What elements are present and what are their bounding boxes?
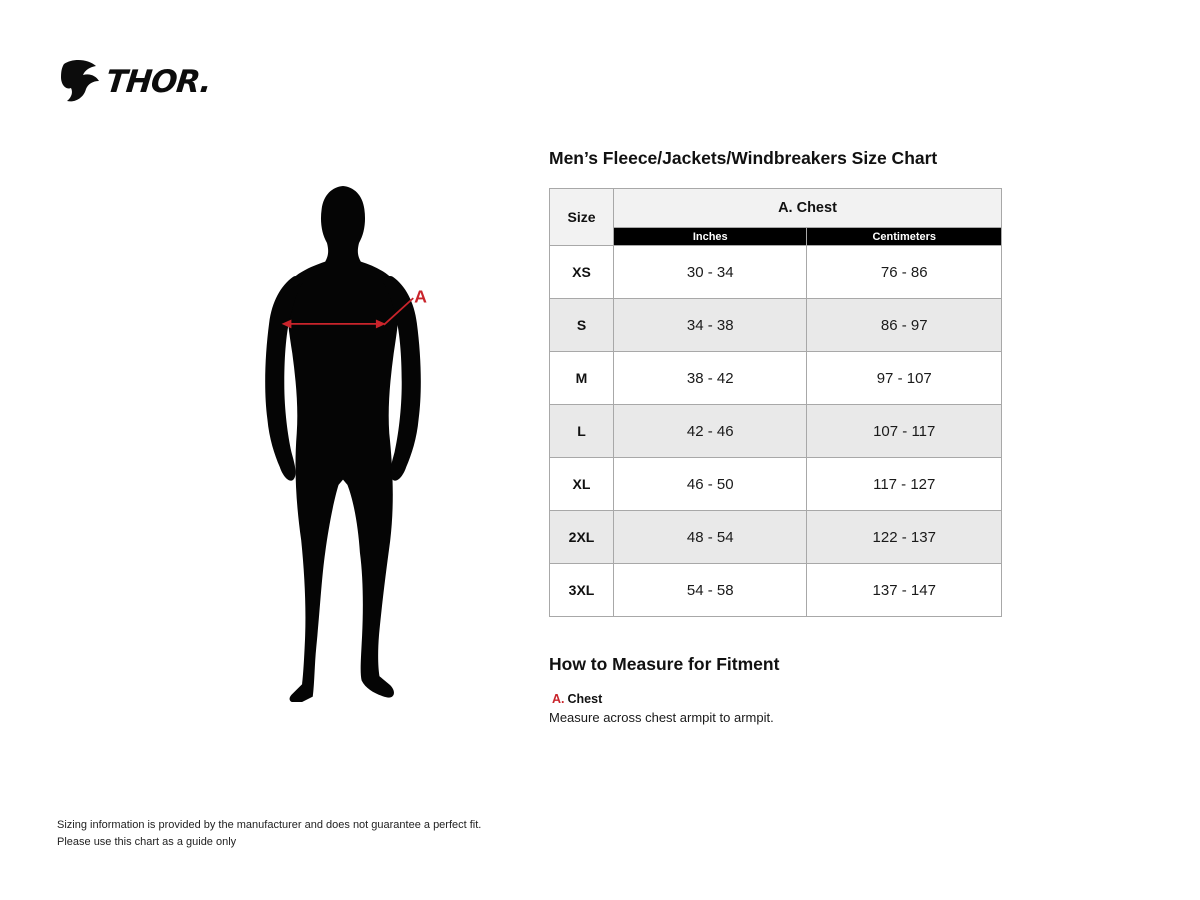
- size-cell: S: [550, 299, 614, 352]
- centimeters-cell: 137 - 147: [807, 564, 1002, 617]
- size-table-subheader-row: [550, 228, 1002, 246]
- table-row: [550, 246, 1002, 299]
- thor-logo-text: THOR.: [104, 64, 213, 100]
- size-table: [549, 188, 1002, 617]
- table-row: [550, 458, 1002, 511]
- size-table-body: [550, 189, 1002, 617]
- centimeters-cell: 86 - 97: [807, 299, 1002, 352]
- measure-item-description: Measure across chest armpit to armpit.: [549, 710, 774, 725]
- unit-header-centimeters: Centimeters: [807, 228, 1002, 246]
- table-row: [550, 299, 1002, 352]
- chest-group-header: A. Chest: [614, 189, 1002, 228]
- table-row: [550, 352, 1002, 405]
- how-to-measure-title: How to Measure for Fitment: [549, 654, 780, 674]
- size-cell: M: [550, 352, 614, 405]
- table-row: [550, 511, 1002, 564]
- male-silhouette-figure: [253, 186, 433, 702]
- footer-line-2: Please use this chart as a guide only: [57, 835, 237, 848]
- inches-cell: 48 - 54: [614, 511, 807, 564]
- male-silhouette-svg: [253, 186, 433, 702]
- inches-cell: 38 - 42: [614, 352, 807, 405]
- size-column-header: Size: [550, 189, 614, 246]
- centimeters-cell: 107 - 117: [807, 405, 1002, 458]
- thor-goat-icon: [57, 58, 101, 106]
- silhouette-shape: [265, 186, 421, 702]
- table-row: [550, 405, 1002, 458]
- inches-cell: 34 - 38: [614, 299, 807, 352]
- centimeters-cell: 76 - 86: [807, 246, 1002, 299]
- size-cell: XL: [550, 458, 614, 511]
- size-chart-title: Men’s Fleece/Jackets/Windbreakers Size Chart: [549, 148, 938, 168]
- size-cell: 2XL: [550, 511, 614, 564]
- inches-cell: 54 - 58: [614, 564, 807, 617]
- unit-header-inches: Inches: [614, 228, 807, 246]
- inches-cell: 42 - 46: [614, 405, 807, 458]
- chest-marker-label: A: [414, 286, 428, 307]
- centimeters-cell: 97 - 107: [807, 352, 1002, 405]
- size-cell: L: [550, 405, 614, 458]
- measure-item-key: A.: [552, 692, 565, 706]
- centimeters-cell: 122 - 137: [807, 511, 1002, 564]
- table-row: [550, 564, 1002, 617]
- size-cell: 3XL: [550, 564, 614, 617]
- measure-item-label: Chest: [567, 692, 603, 706]
- size-cell: XS: [550, 246, 614, 299]
- size-table-header-row: [550, 189, 1002, 228]
- footer-disclaimer: [57, 817, 481, 850]
- measure-item-chest: [552, 692, 602, 706]
- centimeters-cell: 117 - 127: [807, 458, 1002, 511]
- inches-cell: 30 - 34: [614, 246, 807, 299]
- inches-cell: 46 - 50: [614, 458, 807, 511]
- footer-line-1: Sizing information is provided by the manufacturer and does not guarantee a perfect fit.: [57, 819, 482, 831]
- thor-logo: [57, 58, 211, 106]
